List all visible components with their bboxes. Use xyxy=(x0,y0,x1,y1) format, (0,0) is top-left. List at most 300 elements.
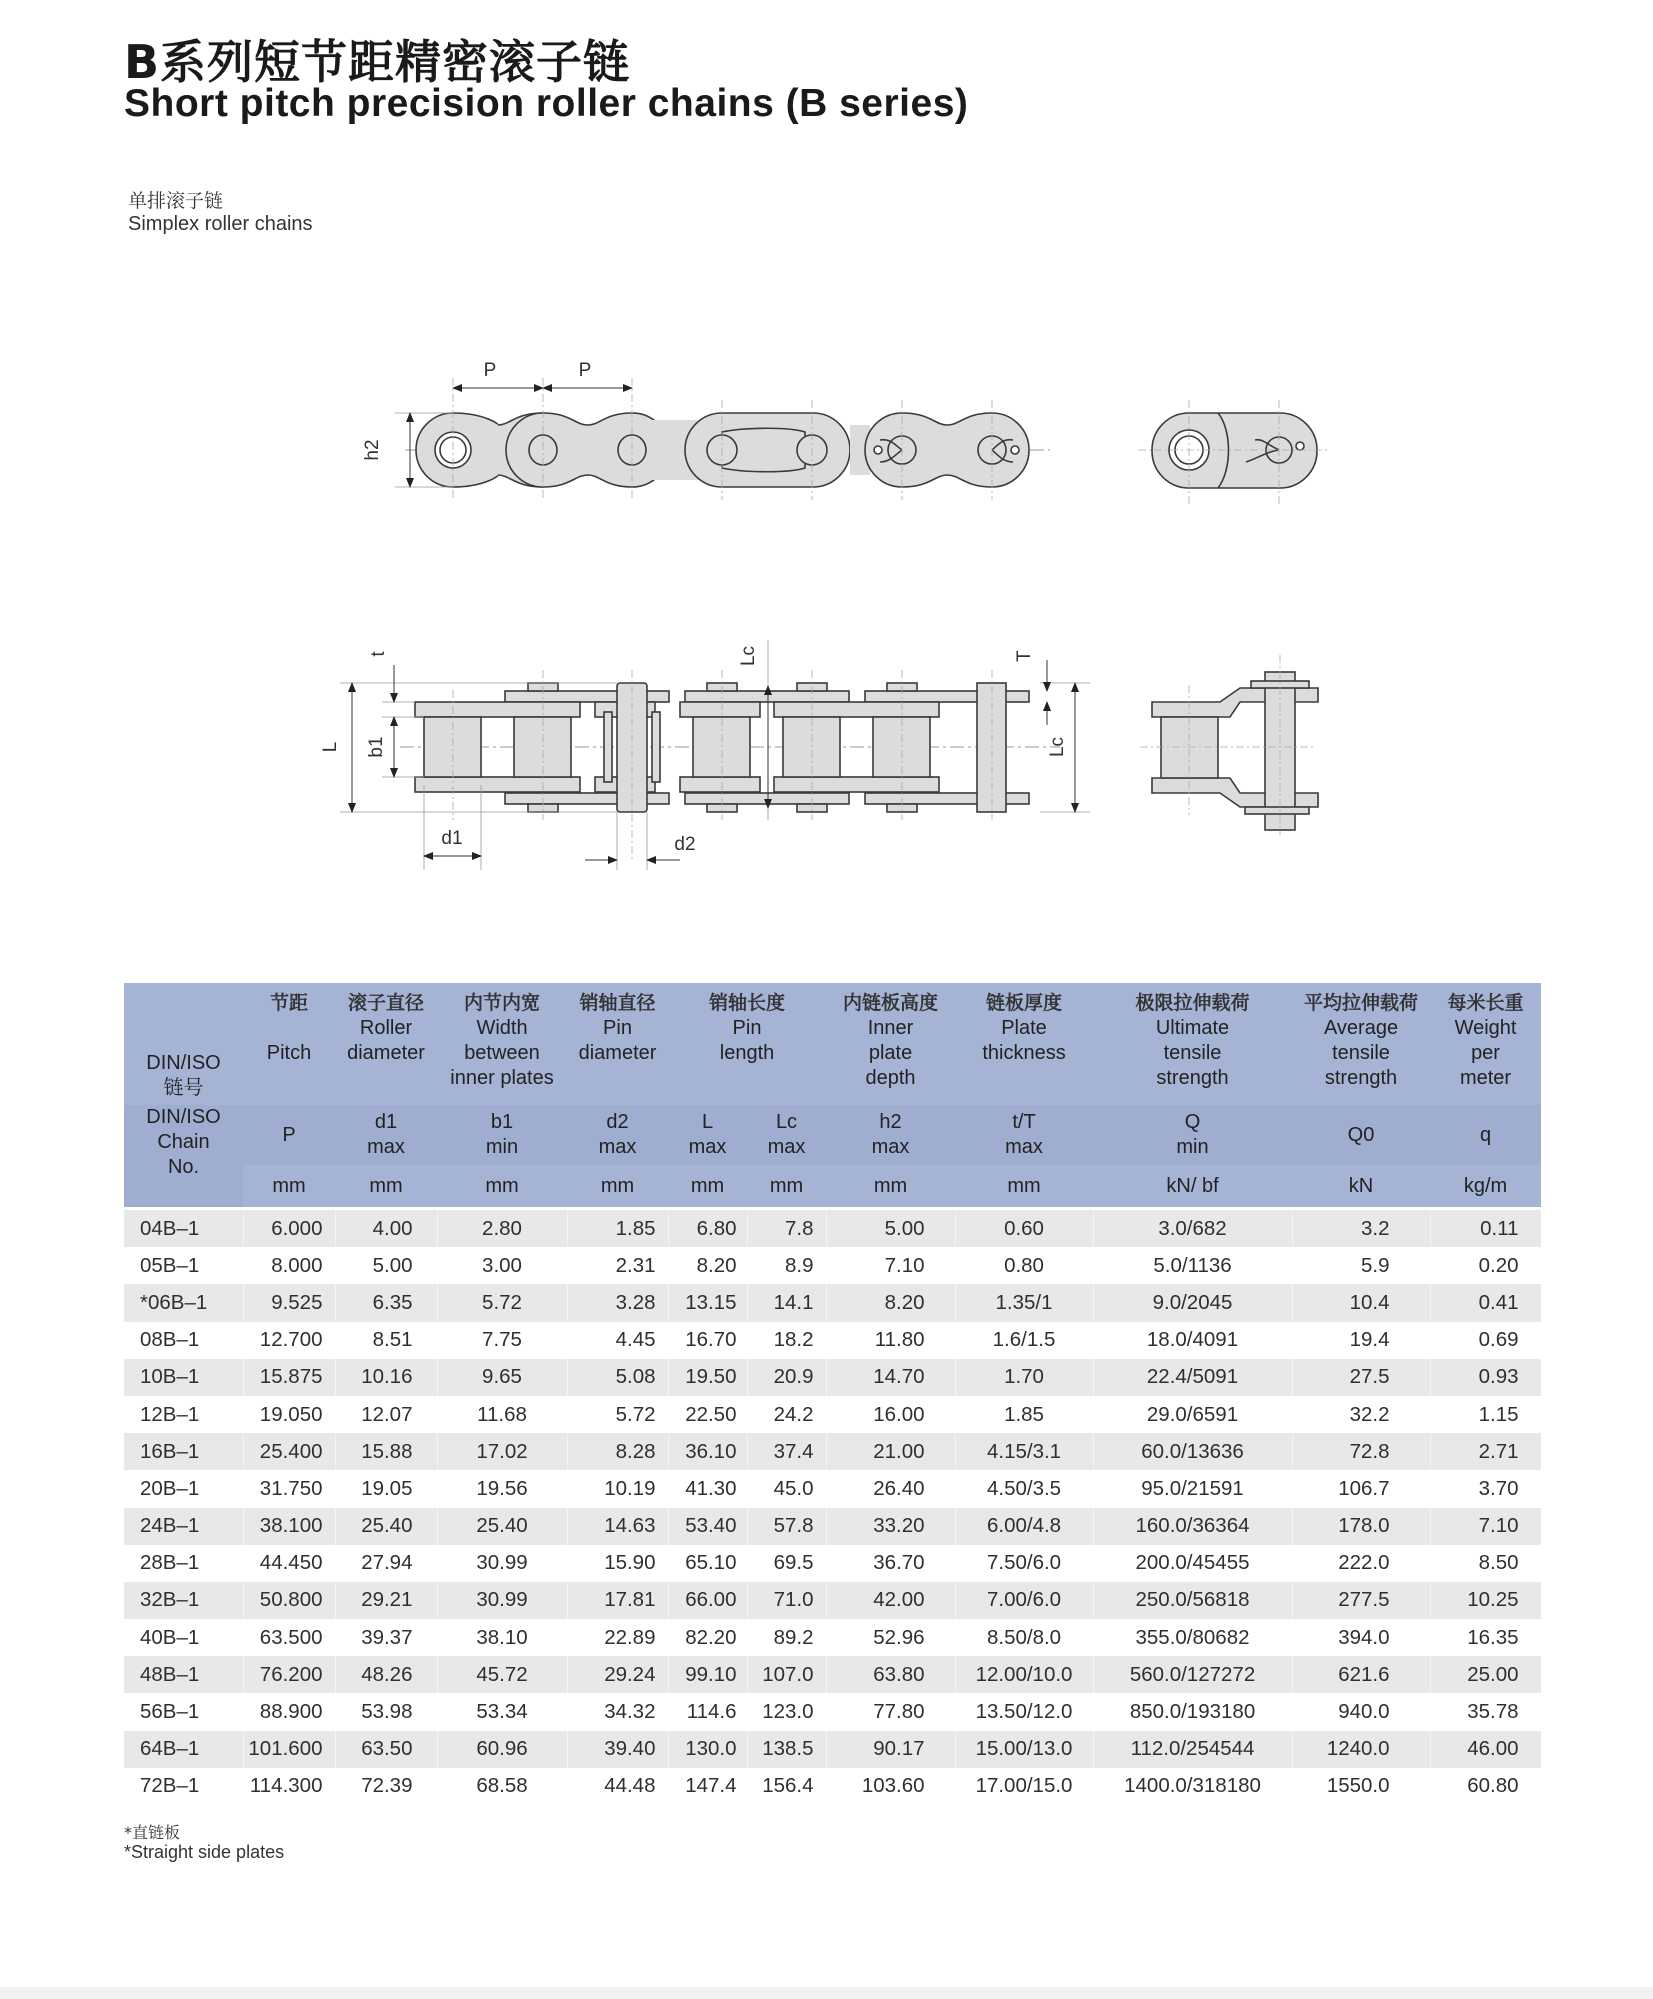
symbol-qualifier: min xyxy=(485,1136,519,1158)
chain-no-cell: 32B–1 xyxy=(124,1582,243,1619)
value-cell: 60.96 xyxy=(437,1731,567,1768)
value-cell: 42.00 xyxy=(826,1582,955,1619)
header-en: Pin xyxy=(603,1017,632,1039)
value-cell: 0.20 xyxy=(1430,1247,1541,1284)
value-cell: 0.93 xyxy=(1430,1359,1541,1396)
table-row xyxy=(124,1433,1541,1470)
value-cell: 5.9 xyxy=(1292,1247,1430,1284)
value-cell: 130.0 xyxy=(668,1731,747,1768)
value-cell: 112.0/254544 xyxy=(1093,1731,1292,1768)
header-cn: 平均拉伸载荷 xyxy=(1304,992,1419,1014)
chain-no-cell: *06B–1 xyxy=(124,1284,243,1321)
value-cell: 34.32 xyxy=(567,1693,668,1730)
value-cell: 30.99 xyxy=(437,1582,567,1619)
value-cell: 138.5 xyxy=(747,1731,826,1768)
symbol-qualifier: max xyxy=(367,1136,405,1158)
header-pitch xyxy=(243,983,335,1105)
value-cell: 9.0/2045 xyxy=(1093,1284,1292,1321)
table-row xyxy=(124,1619,1541,1656)
header-pin-length xyxy=(668,983,826,1105)
header-en: strength xyxy=(1324,1067,1398,1089)
value-cell: 3.00 xyxy=(437,1247,567,1284)
value-cell: 12.700 xyxy=(243,1322,335,1359)
symbol-qualifier: max xyxy=(767,1136,806,1158)
header-ultimate-strength xyxy=(1093,983,1292,1105)
sym-t xyxy=(955,1105,1093,1165)
value-cell: 38.100 xyxy=(243,1508,335,1545)
value-cell: 5.72 xyxy=(567,1396,668,1433)
label-L: L xyxy=(320,741,341,753)
header-text: DIN/ISO xyxy=(146,1052,221,1074)
value-cell: 27.94 xyxy=(335,1545,437,1582)
unit-q: kg/m xyxy=(1430,1165,1541,1209)
value-cell: 10.19 xyxy=(567,1470,668,1507)
value-cell: 8.28 xyxy=(567,1433,668,1470)
value-cell: 46.00 xyxy=(1430,1731,1541,1768)
chain-no-cell: 56B–1 xyxy=(124,1693,243,1730)
value-cell: 103.60 xyxy=(826,1768,955,1805)
value-cell: 5.0/1136 xyxy=(1093,1247,1292,1284)
header-en: Weight xyxy=(1454,1017,1517,1039)
symbol: L xyxy=(701,1111,714,1133)
value-cell: 20.9 xyxy=(747,1359,826,1396)
value-cell: 66.00 xyxy=(668,1582,747,1619)
unit-pin-diameter: mm xyxy=(567,1165,668,1209)
header-en: diameter xyxy=(578,1042,657,1064)
value-cell: 29.21 xyxy=(335,1582,437,1619)
sym-h2 xyxy=(826,1105,955,1165)
value-cell: 25.40 xyxy=(437,1508,567,1545)
header-en: meter xyxy=(1459,1067,1512,1089)
value-cell: 8.50/8.0 xyxy=(955,1619,1093,1656)
value-cell: 7.50/6.0 xyxy=(955,1545,1093,1582)
label-h2: h2 xyxy=(362,439,383,461)
value-cell: 36.70 xyxy=(826,1545,955,1582)
value-cell: 2.80 xyxy=(437,1209,567,1248)
table-row xyxy=(124,1359,1541,1396)
header-text: DIN/ISO xyxy=(146,1106,221,1128)
value-cell: 44.450 xyxy=(243,1545,335,1582)
header-en: Pin xyxy=(732,1017,762,1039)
header-text: No. xyxy=(167,1156,200,1178)
value-cell: 22.50 xyxy=(668,1396,747,1433)
symbol: P xyxy=(282,1123,296,1146)
value-cell: 1400.0/318180 xyxy=(1093,1768,1292,1805)
value-cell: 50.800 xyxy=(243,1582,335,1619)
chain-no-cell: 64B–1 xyxy=(124,1731,243,1768)
symbol-qualifier: max xyxy=(688,1136,727,1158)
header-en: plate xyxy=(868,1042,913,1064)
value-cell: 10.25 xyxy=(1430,1582,1541,1619)
offset-link-top-view xyxy=(1140,655,1318,835)
header-text: 链号 xyxy=(163,1077,204,1099)
header-cn: 每米长重 xyxy=(1447,992,1524,1014)
value-cell: 33.20 xyxy=(826,1508,955,1545)
value-cell: 69.5 xyxy=(747,1545,826,1582)
value-cell: 114.300 xyxy=(243,1768,335,1805)
value-cell: 10.4 xyxy=(1292,1284,1430,1321)
chain-no-cell: 72B–1 xyxy=(124,1768,243,1805)
value-cell: 8.51 xyxy=(335,1322,437,1359)
header-inner-plate-depth xyxy=(826,983,955,1105)
value-cell: 101.600 xyxy=(243,1731,335,1768)
value-cell: 1.35/1 xyxy=(955,1284,1093,1321)
chain-no-cell: 16B–1 xyxy=(124,1433,243,1470)
unit-Q: kN/ bf xyxy=(1093,1165,1292,1209)
page-title-en: Short pitch precision roller chains (B series) xyxy=(124,82,969,125)
page-title-cn: B系列短节距精密滚子链 xyxy=(124,35,631,89)
value-cell: 200.0/45455 xyxy=(1093,1545,1292,1582)
header-cn: 内节内宽 xyxy=(463,992,540,1014)
table-row xyxy=(124,1209,1541,1248)
value-cell: 3.70 xyxy=(1430,1470,1541,1507)
header-en: tensile xyxy=(1332,1042,1390,1064)
footnote-en: *Straight side plates xyxy=(124,1842,285,1862)
header-en: per xyxy=(1471,1042,1500,1064)
value-cell: 621.6 xyxy=(1292,1656,1430,1693)
value-cell: 0.11 xyxy=(1430,1209,1541,1248)
symbol: Q xyxy=(1184,1111,1201,1133)
value-cell: 7.10 xyxy=(826,1247,955,1284)
value-cell: 850.0/193180 xyxy=(1093,1693,1292,1730)
value-cell: 114.6 xyxy=(668,1693,747,1730)
value-cell: 10.16 xyxy=(335,1359,437,1396)
sym-roller xyxy=(335,1105,437,1165)
value-cell: 17.02 xyxy=(437,1433,567,1470)
chain-no-cell: 10B–1 xyxy=(124,1359,243,1396)
table-row xyxy=(124,1322,1541,1359)
label-p1: P xyxy=(483,360,497,381)
value-cell: 63.50 xyxy=(335,1731,437,1768)
value-cell: 156.4 xyxy=(747,1768,826,1805)
header-en: Ultimate xyxy=(1155,1017,1230,1039)
value-cell: 38.10 xyxy=(437,1619,567,1656)
header-en: depth xyxy=(865,1067,916,1089)
value-cell: 18.0/4091 xyxy=(1093,1322,1292,1359)
symbol-qualifier: min xyxy=(1176,1136,1209,1158)
value-cell: 5.00 xyxy=(826,1209,955,1248)
table-row xyxy=(124,1656,1541,1693)
chain-no-cell: 12B–1 xyxy=(124,1396,243,1433)
value-cell: 6.35 xyxy=(335,1284,437,1321)
table-row xyxy=(124,1693,1541,1730)
header-chain-no-top xyxy=(124,983,243,1105)
label-T: T xyxy=(1014,650,1035,662)
value-cell: 41.30 xyxy=(668,1470,747,1507)
header-en: Plate xyxy=(1001,1017,1047,1039)
chain-no-cell: 24B–1 xyxy=(124,1508,243,1545)
value-cell: 147.4 xyxy=(668,1768,747,1805)
table-row xyxy=(124,1470,1541,1507)
value-cell: 14.1 xyxy=(747,1284,826,1321)
header-text: Chain xyxy=(157,1131,210,1153)
symbol: Lc xyxy=(775,1111,798,1133)
value-cell: 7.00/6.0 xyxy=(955,1582,1093,1619)
header-en: inner plates xyxy=(450,1067,554,1089)
label-Lc-right: Lc xyxy=(1047,736,1068,758)
label-b1: b1 xyxy=(366,736,387,758)
header-cn: 节距 xyxy=(269,992,308,1014)
header-roller xyxy=(335,983,437,1105)
unit-t: mm xyxy=(955,1165,1093,1209)
sym-pitch xyxy=(243,1105,335,1165)
value-cell: 31.750 xyxy=(243,1470,335,1507)
chain-side-view xyxy=(395,378,1050,500)
chain-no-cell: 40B–1 xyxy=(124,1619,243,1656)
value-cell: 178.0 xyxy=(1292,1508,1430,1545)
label-d2: d2 xyxy=(674,834,696,855)
value-cell: 30.99 xyxy=(437,1545,567,1582)
value-cell: 19.50 xyxy=(668,1359,747,1396)
value-cell: 16.70 xyxy=(668,1322,747,1359)
value-cell: 18.2 xyxy=(747,1322,826,1359)
value-cell: 0.41 xyxy=(1430,1284,1541,1321)
header-pin-diameter xyxy=(567,983,668,1105)
chain-no-cell: 20B–1 xyxy=(124,1470,243,1507)
value-cell: 29.0/6591 xyxy=(1093,1396,1292,1433)
value-cell: 9.65 xyxy=(437,1359,567,1396)
value-cell: 53.40 xyxy=(668,1508,747,1545)
value-cell: 277.5 xyxy=(1292,1582,1430,1619)
value-cell: 14.70 xyxy=(826,1359,955,1396)
value-cell: 13.50/12.0 xyxy=(955,1693,1093,1730)
label-d1: d1 xyxy=(441,828,463,849)
value-cell: 3.28 xyxy=(567,1284,668,1321)
value-cell: 24.2 xyxy=(747,1396,826,1433)
value-cell: 72.39 xyxy=(335,1768,437,1805)
value-cell: 48.26 xyxy=(335,1656,437,1693)
header-cn: 销轴长度 xyxy=(709,992,786,1014)
unit-L: mm xyxy=(668,1165,747,1209)
sym-width xyxy=(437,1105,567,1165)
value-cell: 11.68 xyxy=(437,1396,567,1433)
table-row xyxy=(124,1768,1541,1805)
value-cell: 6.000 xyxy=(243,1209,335,1248)
value-cell: 45.0 xyxy=(747,1470,826,1507)
value-cell: 52.96 xyxy=(826,1619,955,1656)
table-row xyxy=(124,1731,1541,1768)
value-cell: 99.10 xyxy=(668,1656,747,1693)
value-cell: 3.2 xyxy=(1292,1209,1430,1248)
spec-table-body xyxy=(124,1209,1541,1806)
header-en: Inner xyxy=(867,1017,914,1039)
header-row-symbols xyxy=(124,1105,1541,1165)
value-cell: 8.20 xyxy=(668,1247,747,1284)
value-cell: 0.69 xyxy=(1430,1322,1541,1359)
symbol-qualifier: max xyxy=(871,1136,910,1158)
value-cell: 45.72 xyxy=(437,1656,567,1693)
value-cell: 560.0/127272 xyxy=(1093,1656,1292,1693)
value-cell: 25.40 xyxy=(335,1508,437,1545)
unit-roller: mm xyxy=(335,1165,437,1209)
value-cell: 25.00 xyxy=(1430,1656,1541,1693)
value-cell: 4.15/3.1 xyxy=(955,1433,1093,1470)
table-row xyxy=(124,1284,1541,1321)
offset-link-side-view xyxy=(1138,400,1330,505)
value-cell: 36.10 xyxy=(668,1433,747,1470)
value-cell: 29.24 xyxy=(567,1656,668,1693)
value-cell: 63.500 xyxy=(243,1619,335,1656)
value-cell: 16.35 xyxy=(1430,1619,1541,1656)
header-row-names xyxy=(124,983,1541,1105)
header-en: thickness xyxy=(982,1042,1066,1064)
value-cell: 160.0/36364 xyxy=(1093,1508,1292,1545)
header-plate-thickness xyxy=(955,983,1093,1105)
value-cell: 14.63 xyxy=(567,1508,668,1545)
chain-no-cell: 08B–1 xyxy=(124,1322,243,1359)
footnote-cn: *直链板 xyxy=(124,1823,181,1842)
value-cell: 60.80 xyxy=(1430,1768,1541,1805)
value-cell: 7.75 xyxy=(437,1322,567,1359)
value-cell: 15.875 xyxy=(243,1359,335,1396)
value-cell: 0.60 xyxy=(955,1209,1093,1248)
value-cell: 6.80 xyxy=(668,1209,747,1248)
value-cell: 90.17 xyxy=(826,1731,955,1768)
value-cell: 4.45 xyxy=(567,1322,668,1359)
value-cell: 1.70 xyxy=(955,1359,1093,1396)
header-en: length xyxy=(719,1042,775,1064)
table-row xyxy=(124,1396,1541,1433)
value-cell: 82.20 xyxy=(668,1619,747,1656)
value-cell: 5.72 xyxy=(437,1284,567,1321)
value-cell: 89.2 xyxy=(747,1619,826,1656)
header-en: diameter xyxy=(347,1042,425,1064)
unit-pitch: mm xyxy=(243,1165,335,1209)
value-cell: 2.71 xyxy=(1430,1433,1541,1470)
chain-no-cell: 28B–1 xyxy=(124,1545,243,1582)
header-chain-no-bottom xyxy=(124,1105,243,1209)
value-cell: 77.80 xyxy=(826,1693,955,1730)
value-cell: 940.0 xyxy=(1292,1693,1430,1730)
value-cell: 12.07 xyxy=(335,1396,437,1433)
chain-no-cell: 48B–1 xyxy=(124,1656,243,1693)
value-cell: 37.4 xyxy=(747,1433,826,1470)
label-t: t xyxy=(368,651,389,657)
value-cell: 355.0/80682 xyxy=(1093,1619,1292,1656)
value-cell: 19.4 xyxy=(1292,1322,1430,1359)
value-cell: 95.0/21591 xyxy=(1093,1470,1292,1507)
value-cell: 15.90 xyxy=(567,1545,668,1582)
value-cell: 107.0 xyxy=(747,1656,826,1693)
header-en: Average xyxy=(1323,1017,1399,1039)
symbol: h2 xyxy=(879,1111,902,1133)
value-cell: 39.37 xyxy=(335,1619,437,1656)
header-en: tensile xyxy=(1163,1042,1222,1064)
value-cell: 4.00 xyxy=(335,1209,437,1248)
unit-Lc: mm xyxy=(747,1165,826,1209)
header-en: Roller xyxy=(359,1017,413,1039)
value-cell: 17.81 xyxy=(567,1582,668,1619)
value-cell: 250.0/56818 xyxy=(1093,1582,1292,1619)
value-cell: 72.8 xyxy=(1292,1433,1430,1470)
header-en: between xyxy=(464,1042,540,1064)
symbol-qualifier: max xyxy=(1005,1136,1043,1158)
value-cell: 106.7 xyxy=(1292,1470,1430,1507)
symbol: b1 xyxy=(490,1111,514,1133)
value-cell: 71.0 xyxy=(747,1582,826,1619)
sym-q xyxy=(1430,1105,1541,1165)
value-cell: 21.00 xyxy=(826,1433,955,1470)
chain-diagram xyxy=(0,0,1653,900)
symbol: t/T xyxy=(1012,1111,1036,1133)
value-cell: 1.85 xyxy=(955,1396,1093,1433)
bottom-strip xyxy=(0,1987,1653,1999)
header-cn: 滚子直径 xyxy=(347,992,424,1014)
unit-width: mm xyxy=(437,1165,567,1209)
header-average-strength xyxy=(1292,983,1430,1105)
header-en: Pitch xyxy=(266,1042,312,1064)
value-cell: 68.58 xyxy=(437,1768,567,1805)
value-cell: 12.00/10.0 xyxy=(955,1656,1093,1693)
value-cell: 57.8 xyxy=(747,1508,826,1545)
value-cell: 8.20 xyxy=(826,1284,955,1321)
value-cell: 65.10 xyxy=(668,1545,747,1582)
value-cell: 15.00/13.0 xyxy=(955,1731,1093,1768)
value-cell: 63.80 xyxy=(826,1656,955,1693)
value-cell: 6.00/4.8 xyxy=(955,1508,1093,1545)
unit-Q0: kN xyxy=(1292,1165,1430,1209)
value-cell: 8.9 xyxy=(747,1247,826,1284)
value-cell: 1.6/1.5 xyxy=(955,1322,1093,1359)
header-row-units xyxy=(124,1165,1541,1209)
value-cell: 53.34 xyxy=(437,1693,567,1730)
header-cn: 销轴直径 xyxy=(579,992,656,1014)
label-Lc-top: Lc xyxy=(738,645,759,667)
value-cell: 19.56 xyxy=(437,1470,567,1507)
sym-Q xyxy=(1093,1105,1292,1165)
value-cell: 3.0/682 xyxy=(1093,1209,1292,1248)
value-cell: 22.4/5091 xyxy=(1093,1359,1292,1396)
table-row xyxy=(124,1582,1541,1619)
value-cell: 39.40 xyxy=(567,1731,668,1768)
value-cell: 222.0 xyxy=(1292,1545,1430,1582)
value-cell: 53.98 xyxy=(335,1693,437,1730)
value-cell: 22.89 xyxy=(567,1619,668,1656)
header-en: Width xyxy=(476,1017,528,1039)
value-cell: 44.48 xyxy=(567,1768,668,1805)
section-subtitle-cn: 单排滚子链 xyxy=(128,190,224,212)
symbol: Q0 xyxy=(1347,1123,1375,1146)
value-cell: 9.525 xyxy=(243,1284,335,1321)
value-cell: 1550.0 xyxy=(1292,1768,1430,1805)
value-cell: 19.05 xyxy=(335,1470,437,1507)
table-row xyxy=(124,1247,1541,1284)
sym-Lc xyxy=(747,1105,826,1165)
value-cell: 11.80 xyxy=(826,1322,955,1359)
value-cell: 26.40 xyxy=(826,1470,955,1507)
value-cell: 2.31 xyxy=(567,1247,668,1284)
sym-Q0 xyxy=(1292,1105,1430,1165)
value-cell: 8.000 xyxy=(243,1247,335,1284)
value-cell: 88.900 xyxy=(243,1693,335,1730)
value-cell: 1240.0 xyxy=(1292,1731,1430,1768)
header-en: strength xyxy=(1156,1067,1229,1089)
value-cell: 13.15 xyxy=(668,1284,747,1321)
value-cell: 15.88 xyxy=(335,1433,437,1470)
header-weight xyxy=(1430,983,1541,1105)
value-cell: 27.5 xyxy=(1292,1359,1430,1396)
header-cn: 链板厚度 xyxy=(986,992,1063,1014)
value-cell: 4.50/3.5 xyxy=(955,1470,1093,1507)
table-row xyxy=(124,1545,1541,1582)
value-cell: 32.2 xyxy=(1292,1396,1430,1433)
value-cell: 19.050 xyxy=(243,1396,335,1433)
value-cell: 16.00 xyxy=(826,1396,955,1433)
unit-h2: mm xyxy=(826,1165,955,1209)
chain-no-cell: 04B–1 xyxy=(124,1209,243,1248)
section-subtitle-en: Simplex roller chains xyxy=(128,213,313,235)
value-cell: 76.200 xyxy=(243,1656,335,1693)
